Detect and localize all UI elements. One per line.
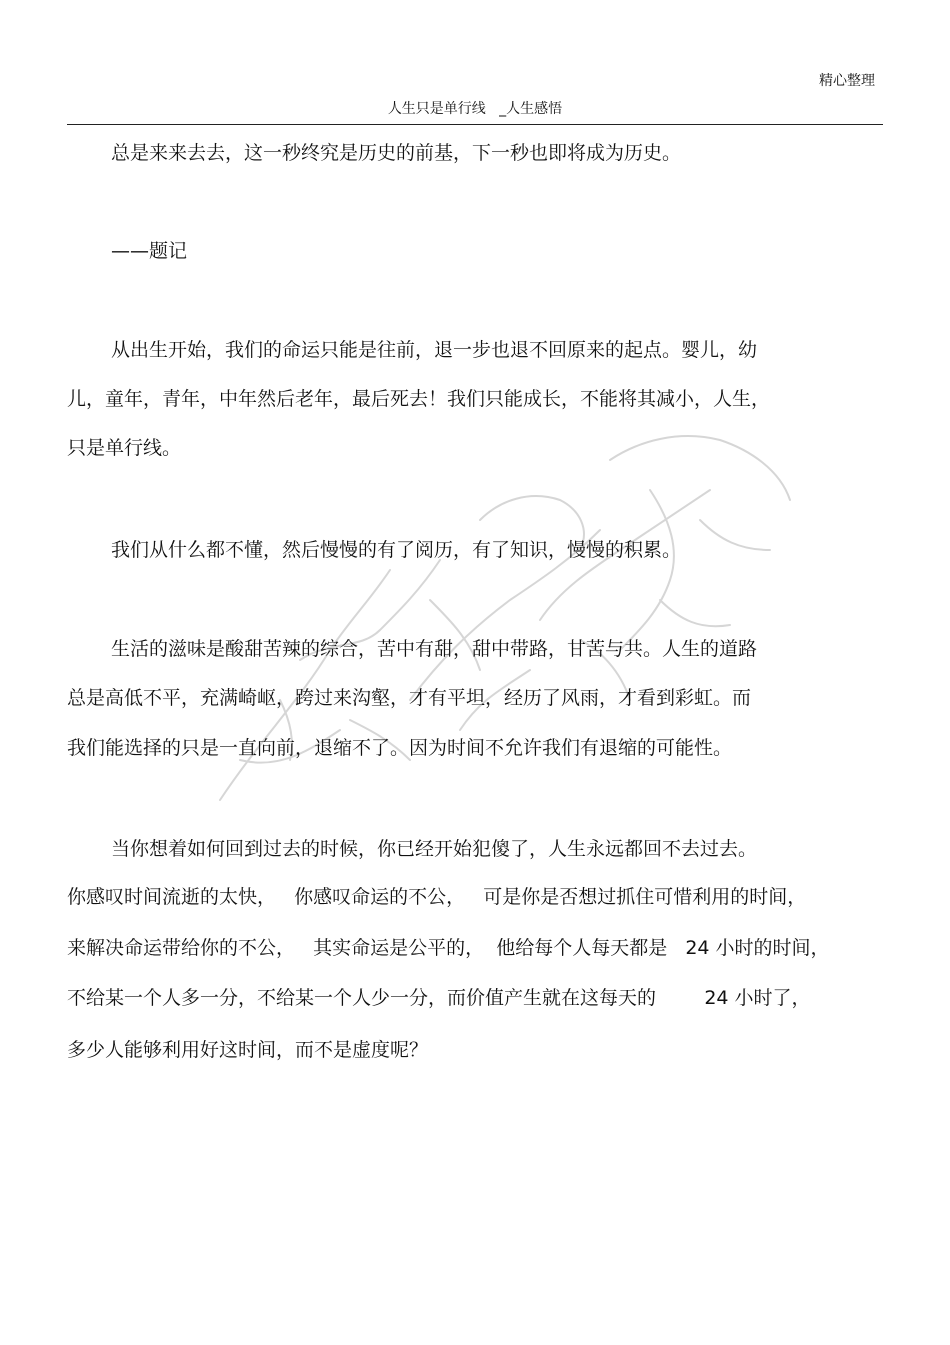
header-rule [67, 124, 883, 125]
paragraph-line: 多少人能够利用好这时间，而不是虚度呢？ [67, 1039, 429, 1061]
paragraph-line: 当你想着如何回到过去的时候，你已经开始犯傻了，人生永远都回不去过去。 [111, 838, 758, 860]
paragraph-line: 儿，童年，青年，中年然后老年，最后死去！我们只能成长，不能将其减小，人生， [67, 388, 771, 410]
paragraph-line: 我们能选择的只是一直向前，退缩不了。因为时间不允许我们有退缩的可能性。 [67, 737, 733, 759]
paragraph-line: 从出生开始，我们的命运只能是往前，退一步也退不回原来的起点。婴儿，幼 [111, 339, 758, 361]
paragraph-line: 生活的滋味是酸甜苦辣的综合，苦中有甜，甜中带路，甘苦与共。人生的道路 [111, 638, 758, 660]
paragraph-line: 总是高低不平，充满崎岖，跨过来沟壑，才有平坦，经历了风雨，才看到彩虹。而 [67, 687, 752, 709]
paragraph-line: 我们从什么都不懂，然后慢慢的有了阅历，有了知识，慢慢的积累。 [111, 539, 682, 561]
paragraph-line: 只是单行线。 [67, 437, 182, 459]
corner-note: 精心整理 [819, 73, 875, 89]
paragraph-line: 不给某一个人多一分，不给某一个人少一分，而价值产生就在这每天的 24 小时了， [67, 987, 811, 1009]
running-header: 人生只是单行线 _人生感悟 [387, 101, 563, 117]
epigraph: ——题记 [111, 240, 188, 262]
paragraph-line: 你感叹时间流逝的太快， 你感叹命运的不公， 可是你是否想过抓住可惜利用的时间， [67, 886, 807, 908]
paragraph-line: 总是来来去去，这一秒终究是历史的前基，下一秒也即将成为历史。 [111, 142, 682, 164]
paragraph-line: 来解决命运带给你的不公， 其实命运是公平的， 他给每个人每天都是 24 小时的时间， [67, 937, 830, 959]
